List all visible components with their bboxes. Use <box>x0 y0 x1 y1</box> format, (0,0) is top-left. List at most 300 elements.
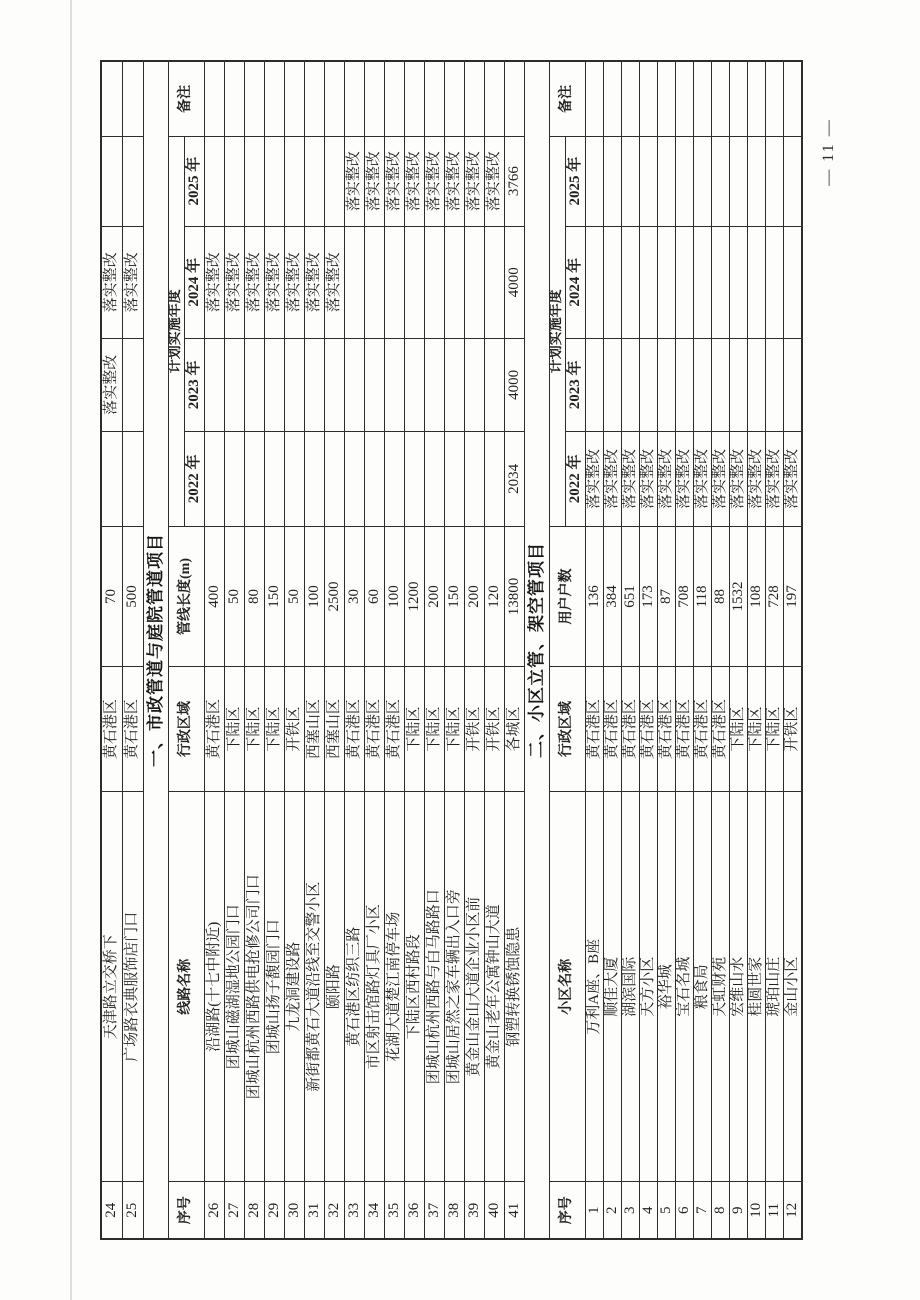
cell-name: 九龙洞建设路 <box>285 792 305 1182</box>
cell-length: 100 <box>385 526 405 666</box>
cell-note <box>205 61 225 136</box>
cell-district: 下陆区 <box>245 667 265 792</box>
table-row <box>365 61 385 1239</box>
cell-y2022 <box>425 431 445 526</box>
table-row <box>730 61 748 1239</box>
cell-name: 花湖大道楚江南停车场 <box>385 792 405 1182</box>
cell-name: 宝石名城 <box>676 792 694 1182</box>
cell-y2025: 落实整改 <box>485 136 505 226</box>
cell-note <box>385 61 405 136</box>
table-row <box>622 61 640 1239</box>
cell-note <box>365 61 385 136</box>
cell-y2025 <box>305 136 325 226</box>
cell-length: 50 <box>285 526 305 666</box>
cell-name: 团城山扬子馥园门口 <box>265 792 285 1182</box>
cell-no: 25 <box>123 1182 144 1239</box>
cell-no: 41 <box>505 1182 525 1239</box>
col-header-no: 序号 <box>169 1182 205 1239</box>
table-row <box>385 61 405 1239</box>
cell-name: 钢塑转换锈蚀隐患 <box>505 792 525 1182</box>
cell-no: 6 <box>676 1182 694 1239</box>
table-row <box>405 61 425 1239</box>
cell-y2025: 落实整改 <box>445 136 465 226</box>
cell-y2023 <box>586 338 604 431</box>
cell-no: 33 <box>345 1182 365 1239</box>
cell-district: 下陆区 <box>766 667 784 792</box>
cell-y2022 <box>123 431 144 526</box>
cell-length: 80 <box>245 526 265 666</box>
cell-y2022: 落实整改 <box>676 431 694 526</box>
cell-y2024 <box>748 226 766 338</box>
cell-y2024 <box>622 226 640 338</box>
cell-length: 50 <box>225 526 245 666</box>
cell-note <box>622 61 640 136</box>
cell-y2022: 落实整改 <box>622 431 640 526</box>
cell-y2023 <box>676 338 694 431</box>
section2-title-row <box>525 61 550 1239</box>
cell-y2024: 落实整改 <box>101 226 123 338</box>
cell-y2022: 落实整改 <box>784 431 803 526</box>
cell-name: 团城山居然之家车辆出入口旁 <box>445 792 465 1182</box>
cell-y2025 <box>285 136 305 226</box>
cell-y2025 <box>205 136 225 226</box>
cell-y2025: 落实整改 <box>385 136 405 226</box>
cell-no: 7 <box>694 1182 712 1239</box>
cell-district: 下陆区 <box>425 667 445 792</box>
cell-note <box>505 61 525 136</box>
section1-header-row-top <box>169 61 185 1239</box>
cell-length: 108 <box>748 526 766 666</box>
col-header-community-name: 小区名称 <box>550 792 586 1182</box>
cell-y2023 <box>445 338 465 431</box>
col-header-2023: 2023 年 <box>566 338 586 431</box>
cell-district: 黄石港区 <box>123 667 144 792</box>
cell-district: 开铁区 <box>784 667 803 792</box>
col-header-line-name: 线路名称 <box>169 792 205 1182</box>
cell-name: 天方小区 <box>640 792 658 1182</box>
cell-length: 70 <box>101 526 123 666</box>
cell-length: 150 <box>265 526 285 666</box>
cell-y2025 <box>640 136 658 226</box>
cell-y2023: 4000 <box>505 338 525 431</box>
cell-district: 黄石港区 <box>586 667 604 792</box>
cell-length: 708 <box>676 526 694 666</box>
table-row <box>285 61 305 1239</box>
cell-length: 120 <box>485 526 505 666</box>
cell-y2022: 落实整改 <box>766 431 784 526</box>
cell-no: 26 <box>205 1182 225 1239</box>
cell-length: 173 <box>640 526 658 666</box>
cell-note <box>265 61 285 136</box>
cell-y2022: 落实整改 <box>748 431 766 526</box>
cell-y2025: 落实整改 <box>465 136 485 226</box>
cell-no: 27 <box>225 1182 245 1239</box>
cell-y2023 <box>345 338 365 431</box>
cell-district: 黄石港区 <box>365 667 385 792</box>
col-header-note: 备注 <box>550 61 586 136</box>
table-row <box>245 61 265 1239</box>
cell-note <box>730 61 748 136</box>
cell-note <box>784 61 803 136</box>
cell-no: 36 <box>405 1182 425 1239</box>
cell-note <box>285 61 305 136</box>
cell-district: 黄石港区 <box>622 667 640 792</box>
cell-name: 裕华城 <box>658 792 676 1182</box>
cell-length: 13800 <box>505 526 525 666</box>
table-row <box>305 61 325 1239</box>
cell-name: 黄石港区纺织三路 <box>345 792 365 1182</box>
table-row <box>325 61 345 1239</box>
cell-y2023: 落实整改 <box>101 338 123 431</box>
col-header-2024: 2024 年 <box>185 226 205 338</box>
cell-district: 黄石港区 <box>604 667 622 792</box>
cell-name: 宏维山水 <box>730 792 748 1182</box>
col-header-district: 行政区域 <box>169 667 205 792</box>
cell-note <box>101 61 123 136</box>
cell-y2024 <box>604 226 622 338</box>
cell-no: 5 <box>658 1182 676 1239</box>
cell-name: 沿湖路(十七中附近) <box>205 792 225 1182</box>
cell-y2024 <box>445 226 465 338</box>
cell-y2023 <box>766 338 784 431</box>
cell-y2025 <box>694 136 712 226</box>
cell-note <box>676 61 694 136</box>
cell-y2022 <box>305 431 325 526</box>
cell-name: 下陆区西村路段 <box>405 792 425 1182</box>
cell-length: 2500 <box>325 526 345 666</box>
cell-y2024 <box>640 226 658 338</box>
cell-no: 38 <box>445 1182 465 1239</box>
cell-no: 4 <box>640 1182 658 1239</box>
col-header-no: 序号 <box>550 1182 586 1239</box>
cell-district: 下陆区 <box>445 667 465 792</box>
cell-y2024: 落实整改 <box>305 226 325 338</box>
cell-length: 500 <box>123 526 144 666</box>
cell-y2022 <box>325 431 345 526</box>
cell-no: 10 <box>748 1182 766 1239</box>
cell-y2024 <box>405 226 425 338</box>
cell-length: 100 <box>305 526 325 666</box>
cell-y2023 <box>245 338 265 431</box>
cell-y2022 <box>205 431 225 526</box>
cell-name: 团城山磁湖湿地公园门口 <box>225 792 245 1182</box>
page-number: — 11 — <box>820 118 837 186</box>
cell-y2024: 4000 <box>505 226 525 338</box>
table-row <box>225 61 245 1239</box>
cell-name: 金山小区 <box>784 792 803 1182</box>
cell-no: 8 <box>712 1182 730 1239</box>
cell-y2025 <box>730 136 748 226</box>
cell-name: 新街都黄石大道沿线至交警小区 <box>305 792 325 1182</box>
cell-y2023 <box>385 338 405 431</box>
cell-y2022: 落实整改 <box>712 431 730 526</box>
cell-y2025 <box>225 136 245 226</box>
cell-no: 32 <box>325 1182 345 1239</box>
cell-y2024: 落实整改 <box>265 226 285 338</box>
cell-y2023 <box>425 338 445 431</box>
cell-y2023 <box>485 338 505 431</box>
previous-table-rows <box>101 61 144 1239</box>
cell-y2022: 落实整改 <box>730 431 748 526</box>
cell-name: 桂圆世家 <box>748 792 766 1182</box>
cell-note <box>445 61 465 136</box>
cell-note <box>345 61 365 136</box>
table-row <box>766 61 784 1239</box>
section1-title: 一、市政管道与庭院管道项目 <box>144 61 169 1239</box>
cell-no: 28 <box>245 1182 265 1239</box>
cell-y2024 <box>712 226 730 338</box>
cell-length: 118 <box>694 526 712 666</box>
table-row <box>425 61 445 1239</box>
cell-note <box>766 61 784 136</box>
cell-note <box>325 61 345 136</box>
cell-y2025: 落实整改 <box>345 136 365 226</box>
cell-y2024 <box>425 226 445 338</box>
cell-name: 团城山杭州西路供电抢修公司门口 <box>245 792 265 1182</box>
cell-y2022: 2034 <box>505 431 525 526</box>
cell-length: 150 <box>445 526 465 666</box>
cell-y2025 <box>586 136 604 226</box>
col-header-household-count: 用户户数 <box>550 526 586 666</box>
cell-y2025 <box>101 136 123 226</box>
cell-no: 30 <box>285 1182 305 1239</box>
cell-y2025 <box>676 136 694 226</box>
cell-length: 136 <box>586 526 604 666</box>
cell-length: 200 <box>425 526 445 666</box>
cell-y2022 <box>265 431 285 526</box>
cell-no: 24 <box>101 1182 123 1239</box>
table-row <box>123 61 144 1239</box>
cell-y2022 <box>345 431 365 526</box>
cell-name: 颐阳路 <box>325 792 345 1182</box>
cell-y2025: 落实整改 <box>405 136 425 226</box>
table-row <box>265 61 285 1239</box>
cell-y2022 <box>245 431 265 526</box>
cell-no: 12 <box>784 1182 803 1239</box>
cell-district: 开铁区 <box>465 667 485 792</box>
cell-name: 天虹财苑 <box>712 792 730 1182</box>
cell-y2025 <box>604 136 622 226</box>
cell-note <box>405 61 425 136</box>
cell-y2024: 落实整改 <box>245 226 265 338</box>
cell-name: 天津路立交桥下 <box>101 792 123 1182</box>
cell-no: 39 <box>465 1182 485 1239</box>
cell-district: 开铁区 <box>285 667 305 792</box>
col-header-district: 行政区域 <box>550 667 586 792</box>
cell-name: 粮食局 <box>694 792 712 1182</box>
cell-y2022 <box>405 431 425 526</box>
cell-y2024: 落实整改 <box>123 226 144 338</box>
document-table <box>100 60 803 1240</box>
scan-crease-line <box>70 0 72 1300</box>
table-row <box>694 61 712 1239</box>
table-row <box>465 61 485 1239</box>
cell-district: 黄石港区 <box>101 667 123 792</box>
cell-district: 黄石港区 <box>712 667 730 792</box>
cell-length: 651 <box>622 526 640 666</box>
cell-district: 黄石港区 <box>694 667 712 792</box>
cell-y2024 <box>694 226 712 338</box>
cell-y2025 <box>245 136 265 226</box>
cell-district: 西塞山区 <box>305 667 325 792</box>
section2-rows <box>586 61 803 1239</box>
cell-name: 广场路衣典服饰店门口 <box>123 792 144 1182</box>
col-header-plan-years: 计划实施年度 <box>550 136 566 526</box>
cell-y2022: 落实整改 <box>586 431 604 526</box>
cell-length: 1532 <box>730 526 748 666</box>
cell-name: 顺佳大厦 <box>604 792 622 1182</box>
cell-y2023 <box>694 338 712 431</box>
cell-district: 黄石港区 <box>658 667 676 792</box>
cell-district: 黄石港区 <box>676 667 694 792</box>
table-row <box>586 61 604 1239</box>
cell-name: 黄金山金山大道企业小区前 <box>465 792 485 1182</box>
cell-y2025 <box>784 136 803 226</box>
cell-y2022: 落实整改 <box>604 431 622 526</box>
cell-no: 1 <box>586 1182 604 1239</box>
cell-length: 200 <box>465 526 485 666</box>
cell-y2022: 落实整改 <box>658 431 676 526</box>
cell-length: 87 <box>658 526 676 666</box>
cell-note <box>748 61 766 136</box>
cell-y2025 <box>748 136 766 226</box>
table-row <box>445 61 465 1239</box>
cell-district: 下陆区 <box>748 667 766 792</box>
col-header-2022: 2022 年 <box>566 431 586 526</box>
table-row <box>676 61 694 1239</box>
cell-length: 384 <box>604 526 622 666</box>
col-header-2023: 2023 年 <box>185 338 205 431</box>
section1-rows <box>205 61 525 1239</box>
cell-name: 团城山杭州西路与白马路路口 <box>425 792 445 1182</box>
cell-no: 37 <box>425 1182 445 1239</box>
col-header-length: 管线长度(m) <box>169 526 205 666</box>
cell-note <box>586 61 604 136</box>
cell-y2024 <box>465 226 485 338</box>
cell-length: 728 <box>766 526 784 666</box>
cell-y2022 <box>465 431 485 526</box>
cell-y2023 <box>658 338 676 431</box>
cell-district: 黄石港区 <box>385 667 405 792</box>
cell-no: 35 <box>385 1182 405 1239</box>
cell-y2023 <box>325 338 345 431</box>
col-header-2025: 2025 年 <box>566 136 586 226</box>
cell-y2025 <box>325 136 345 226</box>
table-row <box>712 61 730 1239</box>
cell-name: 万利A座、B座 <box>586 792 604 1182</box>
cell-y2024: 落实整改 <box>225 226 245 338</box>
cell-y2024 <box>676 226 694 338</box>
cell-note <box>640 61 658 136</box>
cell-district: 各城区 <box>505 667 525 792</box>
cell-y2023 <box>123 338 144 431</box>
cell-y2023 <box>465 338 485 431</box>
cell-name: 琥珀山庄 <box>766 792 784 1182</box>
cell-y2023 <box>405 338 425 431</box>
table-row <box>748 61 766 1239</box>
cell-y2025 <box>265 136 285 226</box>
cell-length: 30 <box>345 526 365 666</box>
cell-note <box>485 61 505 136</box>
cell-y2023 <box>205 338 225 431</box>
cell-district: 黄石港区 <box>640 667 658 792</box>
cell-note <box>123 61 144 136</box>
cell-y2022: 落实整改 <box>640 431 658 526</box>
section1-title-row <box>144 61 169 1239</box>
cell-note <box>425 61 445 136</box>
cell-y2023 <box>784 338 803 431</box>
col-header-2022: 2022 年 <box>185 431 205 526</box>
cell-length: 400 <box>205 526 225 666</box>
cell-district: 黄石港区 <box>345 667 365 792</box>
cell-y2024: 落实整改 <box>205 226 225 338</box>
cell-y2023 <box>365 338 385 431</box>
col-header-plan-years: 计划实施年度 <box>169 136 185 526</box>
cell-y2023 <box>265 338 285 431</box>
cell-note <box>712 61 730 136</box>
section2-header-row-top <box>550 61 566 1239</box>
cell-note <box>305 61 325 136</box>
cell-y2025: 落实整改 <box>365 136 385 226</box>
cell-note <box>225 61 245 136</box>
table-row <box>505 61 525 1239</box>
cell-y2022: 落实整改 <box>694 431 712 526</box>
cell-note <box>694 61 712 136</box>
cell-y2024 <box>784 226 803 338</box>
cell-name: 黄金山老年公寓钟山大道 <box>485 792 505 1182</box>
table-row <box>784 61 803 1239</box>
cell-no: 29 <box>265 1182 285 1239</box>
cell-y2022 <box>385 431 405 526</box>
cell-y2022 <box>101 431 123 526</box>
section1-header-group <box>144 61 205 1239</box>
col-header-note: 备注 <box>169 61 205 136</box>
cell-y2023 <box>305 338 325 431</box>
cell-y2024 <box>345 226 365 338</box>
cell-y2024 <box>658 226 676 338</box>
cell-y2023 <box>730 338 748 431</box>
table-row <box>658 61 676 1239</box>
cell-district: 下陆区 <box>405 667 425 792</box>
cell-y2024 <box>730 226 748 338</box>
cell-y2025 <box>622 136 640 226</box>
cell-y2024 <box>586 226 604 338</box>
cell-length: 1200 <box>405 526 425 666</box>
cell-y2025 <box>123 136 144 226</box>
cell-y2024 <box>766 226 784 338</box>
cell-length: 88 <box>712 526 730 666</box>
cell-district: 黄石港区 <box>205 667 225 792</box>
cell-y2023 <box>640 338 658 431</box>
table-row <box>205 61 225 1239</box>
cell-district: 西塞山区 <box>325 667 345 792</box>
table-row <box>485 61 505 1239</box>
cell-y2024: 落实整改 <box>285 226 305 338</box>
cell-y2025 <box>658 136 676 226</box>
cell-y2022 <box>485 431 505 526</box>
cell-note <box>604 61 622 136</box>
col-header-2025: 2025 年 <box>185 136 205 226</box>
cell-y2022 <box>445 431 465 526</box>
cell-y2024: 落实整改 <box>325 226 345 338</box>
section2-title: 二、小区立管、架空管项目 <box>525 61 550 1239</box>
cell-y2023 <box>225 338 245 431</box>
cell-district: 开铁区 <box>485 667 505 792</box>
cell-y2025 <box>766 136 784 226</box>
cell-y2023 <box>712 338 730 431</box>
cell-length: 60 <box>365 526 385 666</box>
cell-district: 下陆区 <box>265 667 285 792</box>
